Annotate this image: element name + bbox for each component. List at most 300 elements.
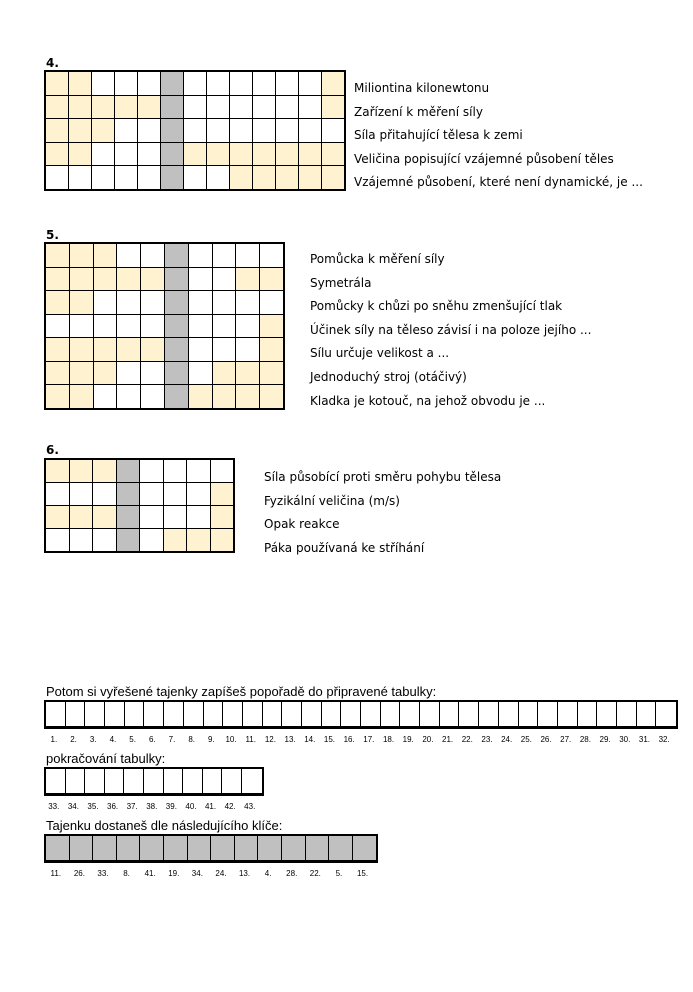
letter-cell[interactable]	[207, 71, 230, 95]
clue: Jednoduchý stroj (otáčivý)	[310, 369, 467, 384]
highlighted-cell[interactable]	[141, 267, 165, 291]
highlighted-cell[interactable]	[69, 459, 93, 483]
highlighted-cell[interactable]	[207, 142, 230, 166]
answer-box[interactable]	[263, 702, 283, 726]
solution-cell[interactable]	[116, 529, 140, 553]
clue: Síla působící proti směru pohybu tělesa	[264, 470, 502, 484]
letter-cell[interactable]	[141, 243, 165, 267]
letter-cell[interactable]	[253, 71, 276, 95]
letter-cell[interactable]	[184, 166, 207, 190]
letter-cell[interactable]	[115, 71, 138, 95]
letter-cell[interactable]	[163, 483, 187, 506]
highlighted-cell[interactable]	[45, 338, 69, 362]
grid-row	[45, 506, 234, 529]
solution-cell[interactable]	[164, 243, 188, 267]
highlighted-cell[interactable]	[93, 506, 117, 529]
answer-box[interactable]	[85, 702, 105, 726]
highlighted-cell[interactable]	[45, 506, 69, 529]
letter-cell[interactable]	[69, 166, 92, 190]
box-number: 37.	[126, 802, 138, 811]
box-number: 8.	[123, 869, 130, 878]
letter-cell[interactable]	[299, 95, 322, 119]
highlighted-cell[interactable]	[45, 361, 69, 385]
box-number: 13.	[284, 735, 296, 744]
box-number: 30.	[619, 735, 631, 744]
answer-box[interactable]	[597, 702, 617, 726]
letter-cell[interactable]	[188, 243, 212, 267]
highlighted-cell[interactable]	[212, 361, 236, 385]
answer-box[interactable]	[70, 836, 94, 860]
letter-cell[interactable]	[212, 338, 236, 362]
letter-cell[interactable]	[212, 291, 236, 315]
letter-cell[interactable]	[140, 529, 164, 553]
letter-cell[interactable]	[140, 506, 164, 529]
highlighted-cell[interactable]	[45, 243, 69, 267]
letter-cell[interactable]	[69, 483, 93, 506]
letter-cell[interactable]	[212, 267, 236, 291]
highlighted-cell[interactable]	[163, 529, 187, 553]
answer-box[interactable]	[46, 836, 70, 860]
box-number: 42.	[224, 802, 236, 811]
key-table	[44, 834, 378, 863]
clue: Symetrála	[310, 275, 372, 290]
clue: Kladka je kotouč, na jehož obvodu je ...	[310, 393, 546, 408]
highlighted-cell[interactable]	[69, 243, 93, 267]
highlighted-cell[interactable]	[138, 95, 161, 119]
letter-cell[interactable]	[138, 119, 161, 143]
continuation-table	[44, 767, 264, 796]
letter-cell[interactable]	[236, 243, 260, 267]
grid-row	[45, 71, 345, 95]
highlighted-cell[interactable]	[260, 267, 284, 291]
letter-cell[interactable]	[188, 314, 212, 338]
answer-box[interactable]	[381, 702, 401, 726]
answer-box[interactable]	[353, 836, 377, 860]
letter-cell[interactable]	[69, 529, 93, 553]
highlighted-cell[interactable]	[69, 385, 93, 409]
box-number: 11.	[245, 735, 256, 744]
letter-cell[interactable]	[93, 314, 117, 338]
highlighted-cell[interactable]	[188, 385, 212, 409]
grid-row	[45, 142, 345, 166]
letter-cell[interactable]	[236, 314, 260, 338]
grid-row	[45, 119, 345, 143]
letter-cell[interactable]	[184, 95, 207, 119]
letter-cell[interactable]	[187, 459, 211, 483]
box-number: 38.	[146, 802, 158, 811]
letter-cell[interactable]	[236, 338, 260, 362]
highlighted-cell[interactable]	[69, 142, 92, 166]
grid-row	[45, 483, 234, 506]
solution-cell[interactable]	[164, 338, 188, 362]
highlighted-cell[interactable]	[69, 338, 93, 362]
answer-box[interactable]	[211, 836, 235, 860]
letter-cell[interactable]	[141, 361, 165, 385]
highlighted-cell[interactable]	[184, 142, 207, 166]
highlighted-cell[interactable]	[69, 361, 93, 385]
answer-box[interactable]	[203, 769, 223, 793]
highlighted-cell[interactable]	[45, 385, 69, 409]
highlighted-cell[interactable]	[322, 95, 346, 119]
box-number: 1.	[50, 735, 58, 744]
answer-box[interactable]	[46, 769, 66, 793]
letter-cell[interactable]	[115, 166, 138, 190]
highlighted-cell[interactable]	[210, 529, 234, 553]
letter-cell[interactable]	[45, 166, 69, 190]
letter-cell[interactable]	[138, 142, 161, 166]
answer-table-label: Potom si vyřešené tajenky zapíšeš popořadě do připravené tabulky:	[46, 684, 437, 699]
letter-cell[interactable]	[117, 314, 141, 338]
highlighted-cell[interactable]	[115, 95, 138, 119]
answer-box[interactable]	[117, 836, 141, 860]
puzzle-6-number: 6.	[46, 443, 59, 457]
answer-box[interactable]	[361, 702, 381, 726]
box-number: 24.	[215, 869, 227, 878]
answer-table-numbers	[44, 735, 674, 744]
letter-cell[interactable]	[188, 361, 212, 385]
box-number: 15.	[323, 735, 336, 744]
answer-box[interactable]	[258, 836, 282, 860]
highlighted-cell[interactable]	[236, 267, 260, 291]
box-number: 33.	[97, 869, 109, 878]
letter-cell[interactable]	[117, 385, 141, 409]
letter-cell[interactable]	[93, 529, 117, 553]
solution-cell[interactable]	[116, 459, 140, 483]
highlighted-cell[interactable]	[236, 385, 260, 409]
solution-cell[interactable]	[164, 267, 188, 291]
grid-row	[45, 529, 234, 553]
highlighted-cell[interactable]	[45, 95, 69, 119]
highlighted-cell[interactable]	[117, 338, 141, 362]
answer-box[interactable]	[125, 702, 145, 726]
solution-cell[interactable]	[161, 119, 184, 143]
highlighted-cell[interactable]	[117, 267, 141, 291]
box-number: 43.	[244, 802, 256, 811]
highlighted-cell[interactable]	[260, 338, 284, 362]
answer-box[interactable]	[637, 702, 657, 726]
answer-box[interactable]	[66, 702, 86, 726]
box-number: 26.	[73, 869, 85, 878]
letter-cell[interactable]	[299, 71, 322, 95]
puzzle-4-number: 4.	[46, 56, 59, 70]
highlighted-cell[interactable]	[230, 142, 253, 166]
answer-box[interactable]	[420, 702, 440, 726]
highlighted-cell[interactable]	[69, 95, 92, 119]
box-number: 7.	[168, 735, 176, 744]
answer-box[interactable]	[204, 702, 224, 726]
answer-box[interactable]	[235, 836, 259, 860]
clue: Zařízení k měření síly	[354, 104, 483, 119]
box-number: 18.	[382, 735, 395, 744]
letter-cell[interactable]	[207, 95, 230, 119]
solution-cell[interactable]	[164, 291, 188, 315]
answer-box[interactable]	[617, 702, 637, 726]
letter-cell[interactable]	[230, 95, 253, 119]
letter-cell[interactable]	[45, 314, 69, 338]
solution-cell[interactable]	[164, 385, 188, 409]
letter-cell[interactable]	[188, 338, 212, 362]
puzzle-6-clues	[264, 466, 501, 560]
solution-cell[interactable]	[116, 483, 140, 506]
answer-box[interactable]	[329, 836, 353, 860]
box-number: 35.	[87, 802, 99, 811]
box-number: 19.	[402, 735, 414, 744]
answer-box[interactable]	[459, 702, 479, 726]
letter-cell[interactable]	[207, 166, 230, 190]
letter-cell[interactable]	[276, 71, 299, 95]
solution-cell[interactable]	[161, 142, 184, 166]
continuation-table-numbers	[44, 802, 260, 811]
clue: Páka používaná ke stříhání	[264, 540, 425, 555]
box-number: 27.	[560, 735, 572, 744]
highlighted-cell[interactable]	[69, 267, 93, 291]
answer-box[interactable]	[140, 836, 164, 860]
letter-cell[interactable]	[163, 506, 187, 529]
clue: Fyzikální veličina (m/s)	[264, 493, 400, 508]
answer-box[interactable]	[164, 769, 184, 793]
letter-cell[interactable]	[93, 483, 117, 506]
highlighted-cell[interactable]	[299, 142, 322, 166]
highlighted-cell[interactable]	[92, 95, 115, 119]
highlighted-cell[interactable]	[276, 166, 299, 190]
letter-cell[interactable]	[117, 291, 141, 315]
letter-cell[interactable]	[184, 119, 207, 143]
highlighted-cell[interactable]	[299, 166, 322, 190]
box-number: 28.	[286, 869, 298, 878]
answer-box[interactable]	[164, 836, 188, 860]
answer-box[interactable]	[282, 836, 306, 860]
answer-box[interactable]	[124, 769, 144, 793]
letter-cell[interactable]	[117, 243, 141, 267]
answer-box[interactable]	[558, 702, 578, 726]
highlighted-cell[interactable]	[253, 142, 276, 166]
box-number: 23.	[481, 735, 493, 744]
highlighted-cell[interactable]	[260, 385, 284, 409]
answer-box[interactable]	[144, 702, 164, 726]
letter-cell[interactable]	[115, 119, 138, 143]
highlighted-cell[interactable]	[45, 142, 69, 166]
box-number: 41.	[144, 869, 156, 878]
highlighted-cell[interactable]	[93, 361, 117, 385]
letter-cell[interactable]	[210, 459, 234, 483]
letter-cell[interactable]	[115, 142, 138, 166]
letter-cell[interactable]	[45, 529, 69, 553]
letter-cell[interactable]	[138, 71, 161, 95]
letter-cell[interactable]	[253, 119, 276, 143]
highlighted-cell[interactable]	[236, 361, 260, 385]
answer-box[interactable]	[105, 769, 125, 793]
answer-box[interactable]	[519, 702, 539, 726]
clue: Pomůcky k chůzi po sněhu zmenšující tlak	[310, 299, 563, 314]
letter-cell[interactable]	[299, 119, 322, 143]
box-number: 22.	[461, 735, 473, 744]
answer-box[interactable]	[538, 702, 558, 726]
highlighted-cell[interactable]	[69, 71, 92, 95]
highlighted-cell[interactable]	[93, 338, 117, 362]
solution-cell[interactable]	[161, 95, 184, 119]
letter-cell[interactable]	[93, 291, 117, 315]
letter-cell[interactable]	[69, 314, 93, 338]
letter-cell[interactable]	[212, 243, 236, 267]
highlighted-cell[interactable]	[92, 119, 115, 143]
grid-row	[45, 243, 284, 267]
highlighted-cell[interactable]	[45, 267, 69, 291]
box-number: 21.	[442, 735, 454, 744]
answer-box[interactable]	[302, 702, 322, 726]
letter-cell[interactable]	[230, 119, 253, 143]
answer-box[interactable]	[144, 769, 164, 793]
highlighted-cell[interactable]	[93, 267, 117, 291]
letter-cell[interactable]	[276, 119, 299, 143]
answer-box[interactable]	[479, 702, 499, 726]
highlighted-cell[interactable]	[230, 166, 253, 190]
answer-box[interactable]	[322, 702, 342, 726]
letter-cell[interactable]	[188, 267, 212, 291]
box-number: 22.	[309, 869, 321, 878]
highlighted-cell[interactable]	[322, 166, 346, 190]
clue: Vzájemné působení, které není dynamické, je ...	[354, 175, 643, 190]
highlighted-cell[interactable]	[141, 338, 165, 362]
highlighted-cell[interactable]	[69, 506, 93, 529]
highlighted-cell[interactable]	[322, 71, 346, 95]
highlighted-cell[interactable]	[93, 243, 117, 267]
letter-cell[interactable]	[45, 483, 69, 506]
letter-cell[interactable]	[260, 291, 284, 315]
box-number: 34.	[67, 802, 79, 811]
answer-box[interactable]	[440, 702, 460, 726]
letter-cell[interactable]	[187, 506, 211, 529]
answer-box[interactable]	[656, 702, 676, 726]
highlighted-cell[interactable]	[187, 529, 211, 553]
box-number: 36.	[107, 802, 119, 811]
highlighted-cell[interactable]	[322, 142, 346, 166]
box-number: 15.	[356, 869, 369, 878]
grid-row	[45, 291, 284, 315]
highlighted-cell[interactable]	[69, 119, 92, 143]
clue: Pomůcka k měření síly	[310, 252, 445, 266]
solution-cell[interactable]	[116, 506, 140, 529]
highlighted-cell[interactable]	[210, 483, 234, 506]
answer-box[interactable]	[578, 702, 598, 726]
answer-box[interactable]	[105, 702, 125, 726]
answer-box[interactable]	[223, 702, 243, 726]
box-number: 13.	[238, 869, 251, 878]
answer-box[interactable]	[183, 769, 203, 793]
letter-cell[interactable]	[141, 314, 165, 338]
solution-cell[interactable]	[164, 314, 188, 338]
letter-cell[interactable]	[260, 243, 284, 267]
answer-box[interactable]	[222, 769, 242, 793]
key-table-label: Tajenku dostaneš dle následujícího klíče:	[46, 818, 283, 833]
answer-table	[44, 700, 678, 729]
box-number: 3.	[89, 735, 97, 744]
answer-box[interactable]	[242, 769, 262, 793]
grid-row	[45, 459, 234, 483]
answer-box[interactable]	[400, 702, 420, 726]
letter-cell[interactable]	[212, 314, 236, 338]
highlighted-cell[interactable]	[212, 385, 236, 409]
letter-cell[interactable]	[140, 459, 164, 483]
box-number: 34.	[191, 869, 203, 878]
answer-box[interactable]	[282, 702, 302, 726]
letter-cell[interactable]	[230, 71, 253, 95]
solution-cell[interactable]	[161, 166, 184, 190]
solution-cell[interactable]	[161, 71, 184, 95]
clue: Účinek síly na těleso závisí i na poloze jejího ...	[310, 322, 592, 337]
answer-box[interactable]	[164, 702, 184, 726]
letter-cell[interactable]	[92, 166, 115, 190]
box-number: 8.	[188, 735, 195, 744]
highlighted-cell[interactable]	[260, 361, 284, 385]
box-number: 19.	[168, 869, 180, 878]
highlighted-cell[interactable]	[45, 459, 69, 483]
letter-cell[interactable]	[253, 95, 276, 119]
highlighted-cell[interactable]	[260, 314, 284, 338]
puzzle-5-clues	[310, 248, 591, 413]
grid-row	[45, 314, 284, 338]
answer-box[interactable]	[46, 702, 66, 726]
letter-cell[interactable]	[117, 361, 141, 385]
letter-cell[interactable]	[236, 291, 260, 315]
highlighted-cell[interactable]	[93, 459, 117, 483]
answer-box[interactable]	[341, 702, 361, 726]
solution-cell[interactable]	[164, 361, 188, 385]
answer-box[interactable]	[93, 836, 117, 860]
letter-cell[interactable]	[163, 459, 187, 483]
letter-cell[interactable]	[184, 71, 207, 95]
box-number: 6.	[148, 735, 156, 744]
highlighted-cell[interactable]	[45, 71, 69, 95]
letter-cell[interactable]	[322, 119, 346, 143]
answer-box[interactable]	[184, 702, 204, 726]
grid-row	[45, 95, 345, 119]
box-number: 16.	[343, 735, 355, 744]
highlighted-cell[interactable]	[69, 291, 93, 315]
letter-cell[interactable]	[141, 291, 165, 315]
answer-box[interactable]	[85, 769, 105, 793]
letter-cell[interactable]	[92, 71, 115, 95]
box-number: 12.	[264, 735, 276, 744]
key-table-numbers	[44, 869, 374, 878]
highlighted-cell[interactable]	[253, 166, 276, 190]
answer-box[interactable]	[306, 836, 330, 860]
answer-box[interactable]	[243, 702, 263, 726]
letter-cell[interactable]	[92, 142, 115, 166]
answer-box[interactable]	[188, 836, 212, 860]
highlighted-cell[interactable]	[276, 142, 299, 166]
highlighted-cell[interactable]	[45, 119, 69, 143]
letter-cell[interactable]	[188, 291, 212, 315]
highlighted-cell[interactable]	[45, 291, 69, 315]
answer-box[interactable]	[499, 702, 519, 726]
highlighted-cell[interactable]	[210, 506, 234, 529]
letter-cell[interactable]	[276, 95, 299, 119]
clue: Veličina popisující vzájemné působení těles	[354, 151, 614, 166]
box-number: 5.	[335, 869, 343, 878]
letter-cell[interactable]	[93, 385, 117, 409]
box-number: 25.	[520, 735, 532, 744]
answer-box[interactable]	[66, 769, 86, 793]
letter-cell[interactable]	[140, 483, 164, 506]
letter-cell[interactable]	[141, 385, 165, 409]
box-number: 41.	[204, 802, 217, 811]
letter-cell[interactable]	[187, 483, 211, 506]
clue: Síla přitahující tělesa k zemi	[354, 128, 523, 143]
box-number: 11.	[50, 869, 62, 878]
letter-cell[interactable]	[207, 119, 230, 143]
box-number: 32.	[658, 735, 670, 744]
letter-cell[interactable]	[138, 166, 161, 190]
